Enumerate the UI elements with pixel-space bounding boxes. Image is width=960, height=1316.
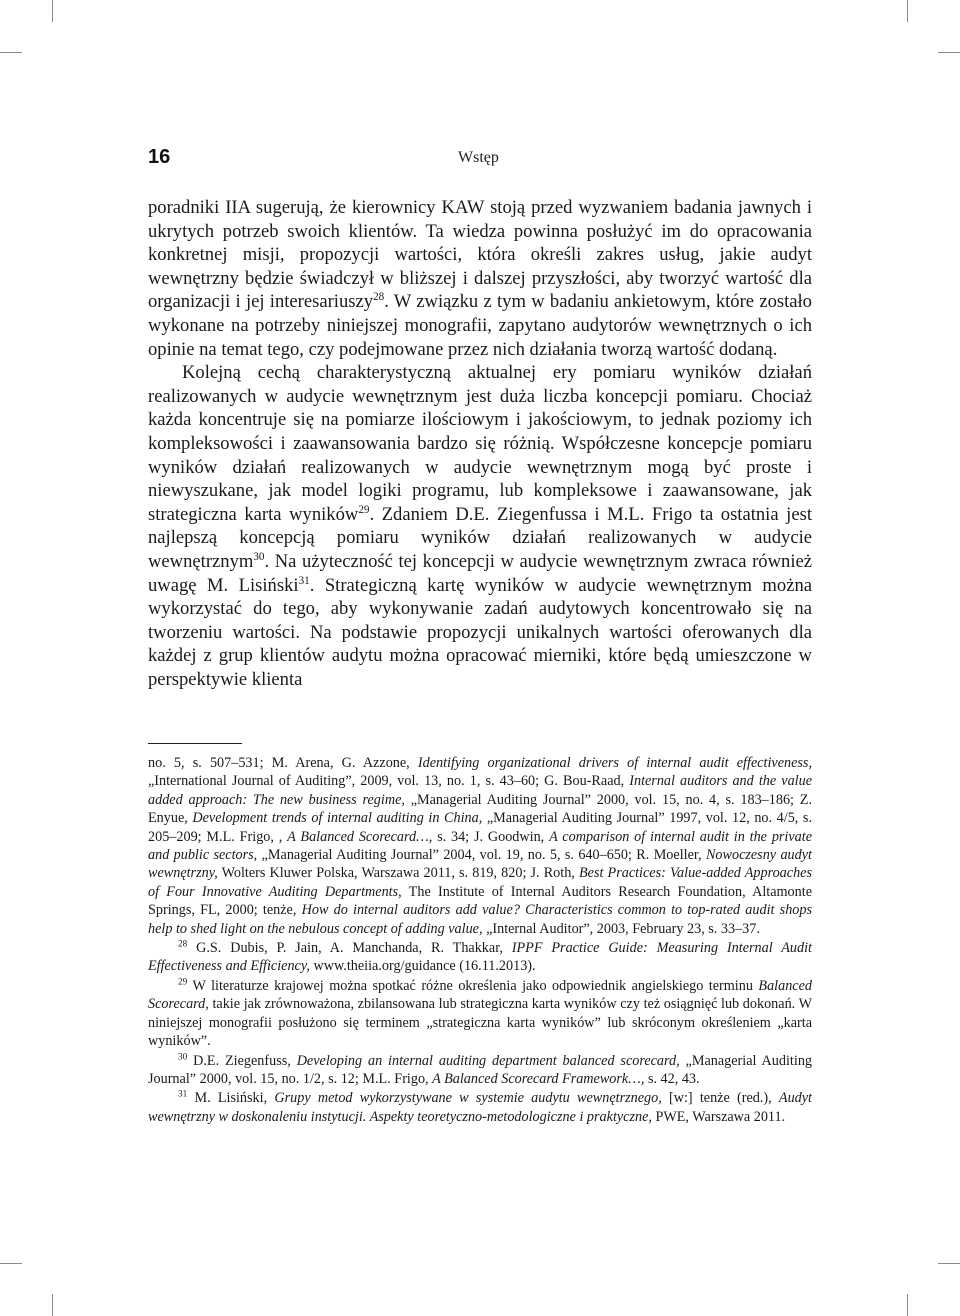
fn-cont-i: s. 34; J. Goodwin, <box>432 828 550 845</box>
fn30-e: s. 42, 43. <box>644 1070 700 1087</box>
p2-text-2: . Zdaniem D.E. Ziegenfussa i M.L. Frigo ta ostatnia jest najlepszą koncepcją pomiaru wyników działań realizowanych w audycie wewnętrznym <box>148 503 812 572</box>
page-header <box>148 146 812 172</box>
footnote-ref-29[interactable]: 29 <box>358 503 370 516</box>
footnote-29 <box>148 977 812 1051</box>
fn-cont-f: Development trends of internal auditing in China, <box>192 810 483 827</box>
running-head: Wstęp <box>458 149 499 166</box>
footnote-ref-31[interactable]: 31 <box>298 574 310 587</box>
fn-cont-m: Wolters Kluwer Polska, Warszawa 2011, s. 819, 820; J. Roth, <box>217 865 579 882</box>
fn-cont-l: Nowoczesny audyt wewnętrzny, <box>148 847 812 882</box>
crop-mark-top-right-h <box>938 52 960 53</box>
footnote-number-28: 28 <box>178 938 188 949</box>
fn-cont-p: How do internal auditors add value? Characteristics common to top-rated audit shops help to shed light on the nebulous concept of adding value, <box>148 902 812 937</box>
fn-cont-c: „International Journal of Auditing”, 2009, vol. 13, no. 1, s. 43–60; G. Bou-Raad, <box>148 773 630 790</box>
fn-cont-e: „Managerial Auditing Journal” 2000, vol. 15, no. 4, s. 183–186; Z. Enyue, <box>148 791 812 827</box>
crop-mark-top-right <box>907 0 908 22</box>
fn-cont-n: Best Practices: Value-added Approaches of Four Innovative Auditing Departments, <box>148 865 812 900</box>
page-number: 16 <box>148 146 171 168</box>
crop-mark-bottom-left <box>52 1294 53 1316</box>
footnote-separator <box>148 743 242 744</box>
fn28-a: G.S. Dubis, P. Jain, A. Manchanda, R. Thakkar, <box>187 940 512 957</box>
fn-cont-q: „Internal Auditor”, 2003, February 23, s. 33–37. <box>482 920 760 937</box>
fn31-a: M. Lisiński, <box>187 1090 275 1107</box>
crop-mark-bottom-left-h <box>0 1263 22 1264</box>
footnote-28 <box>148 939 812 976</box>
p1-text-2: . W związku z tym w badaniu ankietowym, które zostało wykonane na potrzeby niniejszej monografii, zapytano audytorów wewnętrznych o ich opinie na temat tego, czy podejmowane przez nich działania tworzą wartość dodaną. <box>148 291 812 360</box>
fn-cont-b: Identifying organizational drivers of internal audit effectiveness, <box>417 755 812 771</box>
footnote-ref-28[interactable]: 28 <box>373 291 385 304</box>
fn31-d: Audyt wewnętrzny w doskonaleniu instytucji. Aspekty teoretyczno-metodologiczne i praktyczne, <box>148 1090 812 1125</box>
fn31-c: [w:] tenże (red.), <box>661 1090 779 1107</box>
crop-mark-bottom-right <box>907 1294 908 1316</box>
footnote-number-31: 31 <box>178 1088 188 1099</box>
paragraph-2 <box>148 361 812 691</box>
p2-text-3: . Na użyteczność tej koncepcji w audycie wewnętrznym zwraca również uwagę M. Lisiński <box>148 550 812 596</box>
crop-mark-top-left-h <box>0 52 22 53</box>
fn30-a: D.E. Ziegenfuss, <box>187 1052 297 1069</box>
p2-text-1: Kolejną cechą charakterystyczną aktualnej ery pomiaru wyników działań realizowanych w audycie wewnętrznym jest duża liczba koncepcji pomiaru. Chociaż każda koncentruje się na pomiarze ilościowym i jakościowym, to jednak poziomy ich kompleksowości i zaawansowania bardzo się różnią. Współczesne koncepcje pomiaru wyników działań realizowanych w audycie wewnętrznym mogą być proste i niewyszukane, jak model logiki programu, lub kompleksowe i zaawansowane, jak strategiczna karta wyników <box>148 362 812 525</box>
fn30-c: „Managerial Auditing Journal” 2000, vol. 15, no. 1/2, s. 12; M.L. Frigo, <box>148 1052 813 1087</box>
fn29-c: , takie jak zrównoważona, zbilansowana lub strategiczna karta wyników czy też osiągnięć lub dokonań. W niniejszej monografii posłużono się terminem „strategiczna karta wyników” lub skróconym określeniem „karta wyników”. <box>148 996 812 1050</box>
p2-text-4: . Strategiczną kartę wyników w audycie wewnętrznym można wykorzystać do tego, aby wykonywanie zadań audytowych koncentrowało się na tworzeniu wartości. Na podstawie propozycji unikalnych wartości oferowanych dla każdej z grup klientów audytu można opracować mierniki, które będą umieszczone w perspektywie klienta <box>148 574 812 690</box>
fn29-b: Balanced Scorecard <box>148 977 812 1013</box>
footnote-number-30: 30 <box>178 1050 188 1061</box>
footnote-continued <box>148 754 812 938</box>
fn31-e: PWE, Warszawa 2011. <box>651 1108 786 1125</box>
fn29-a: W literaturze krajowej można spotkać różne określenia jako odpowiednik angielskiego terminu <box>187 977 759 994</box>
paragraph-1 <box>148 196 812 361</box>
fn30-d: A Balanced Scorecard Framework…, <box>432 1070 645 1087</box>
main-text <box>148 196 812 691</box>
crop-mark-bottom-right-h <box>938 1263 960 1264</box>
fn-cont-g: „Managerial Auditing Journal” 1997, vol. 12, no. 4/5, s. 205–209; M.L. Frigo, , <box>148 810 812 845</box>
crop-mark-top-left <box>52 0 53 22</box>
fn-cont-d: Internal auditors and the value added approach: The new business regime, <box>148 773 813 808</box>
footnote-ref-30[interactable]: 30 <box>253 550 265 563</box>
p1-text-1: poradniki IIA sugerują, że kierownicy KAW stoją przed wyzwaniem badania jawnych i ukrytych potrzeb swoich klientów. Ta wiedza powinna posłużyć im do opracowania konkretnej misji, propozycji wartości, która określi zakres usług, jakie audyt wewnętrzny będzie świadczył w bliższej i dalszej przyszłości, aby tworzyć wartość dla organizacji i jej interesariuszy <box>148 197 812 313</box>
fn28-c: www.theiia.org/guidance (16.11.2013). <box>309 958 536 975</box>
fn28-b: IPPF Practice Guide: Measuring Internal Audit Effectiveness and Efficiency, <box>148 940 813 975</box>
footnote-number-29: 29 <box>178 976 188 987</box>
footnote-31 <box>148 1089 812 1126</box>
fn-cont-k: „Managerial Auditing Journal” 2004, vol. 19, no. 5, s. 640–650; R. Moeller, <box>257 847 706 864</box>
fn-cont-j: A comparison of internal audit in the private and public sectors, <box>148 828 813 864</box>
footnotes <box>148 754 812 1127</box>
fn-cont-a: no. 5, s. 507–531; M. Arena, G. Azzone, <box>148 755 418 771</box>
fn31-b: Grupy metod wykorzystywane w systemie audytu wewnętrznego, <box>274 1090 662 1107</box>
footnote-30 <box>148 1052 812 1089</box>
fn-cont-h: A Balanced Scorecard…, <box>287 828 433 845</box>
fn-cont-o: The Institute of Internal Auditors Research Foundation, Altamonte Springs, FL, 2000; tenże, <box>148 883 812 919</box>
fn30-b: Developing an internal auditing department balanced scorecard, <box>296 1052 680 1069</box>
